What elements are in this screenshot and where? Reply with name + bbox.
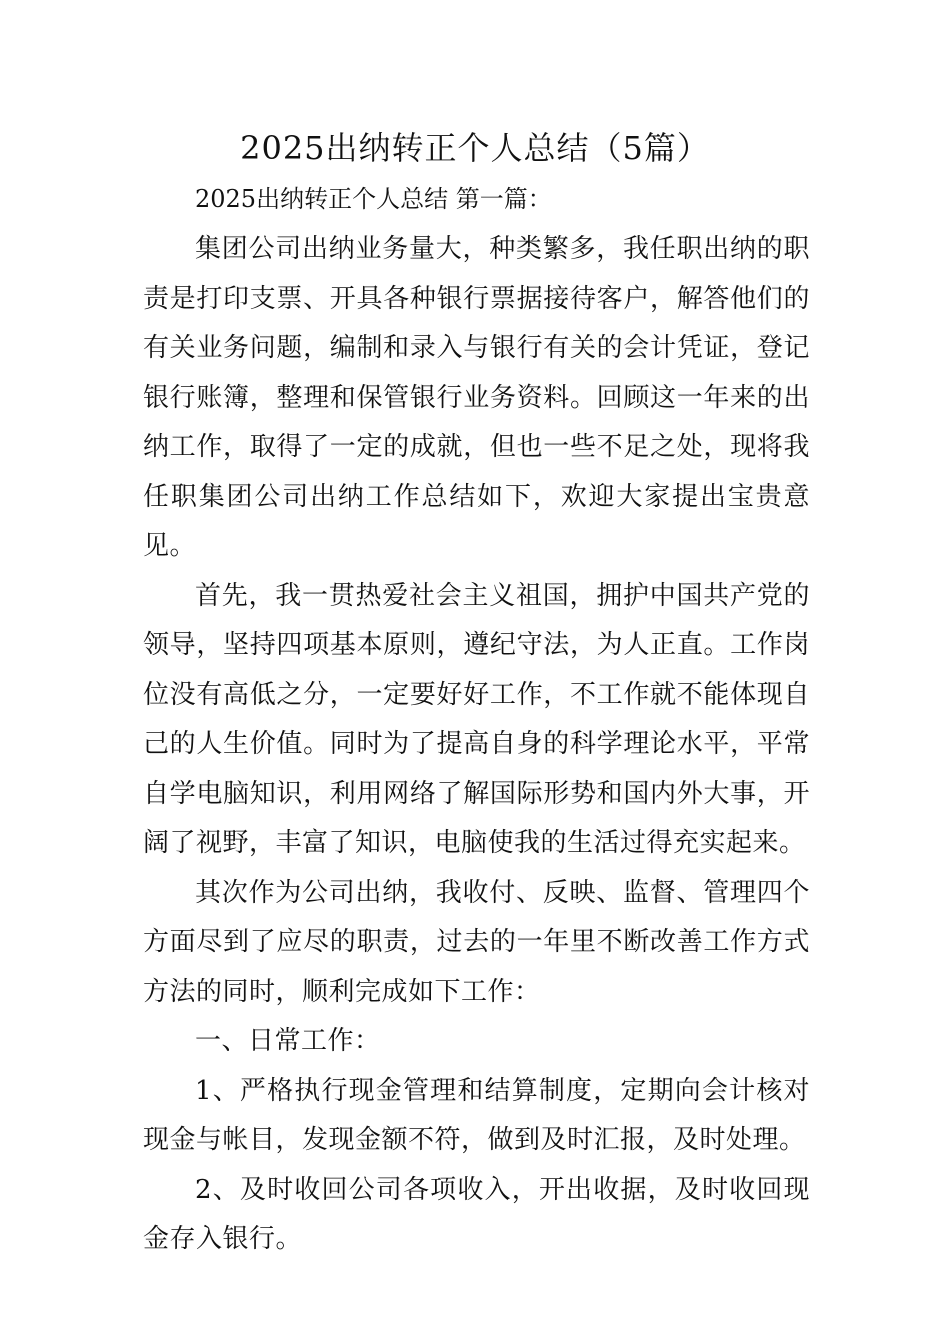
document-body xyxy=(143,225,810,1265)
list-item: 2、及时收回公司各项收入，开出收据，及时收回现金存入银行。 xyxy=(143,1174,810,1254)
section-heading: 一、日常工作： xyxy=(195,1026,381,1056)
document-subtitle: 2025出纳转正个人总结 第一篇： xyxy=(195,185,552,213)
document-title: 2025出纳转正个人总结（5篇） xyxy=(240,129,710,167)
paragraph-second: 其次作为公司出纳，我收付、反映、监督、管理四个方面尽到了应尽的职责，过去的一年里不断改善工作方式方法的同时，顺利完成如下工作： xyxy=(143,877,810,1007)
paragraph-first: 首先，我一贯热爱社会主义祖国，拥护中国共产党的领导，坚持四项基本原则，遵纪守法，为人正直。工作岗位没有高低之分，一定要好好工作，不工作就不能体现自己的人生价值。同时为了提高自身的科学理论水平，平常自学电脑知识，利用网络了解国际形势和国内外大事，开阔了视野，丰富了知识，电脑使我的生活过得充实起来。 xyxy=(143,580,810,858)
list-item: 1、严格执行现金管理和结算制度，定期向会计核对现金与帐目，发现金额不符，做到及时汇报，及时处理。 xyxy=(143,1075,810,1155)
paragraph-intro: 集团公司出纳业务量大，种类繁多，我任职出纳的职责是打印支票、开具各种银行票据接待客户，解答他们的有关业务问题，编制和录入与银行有关的会计凭证，登记银行账簿，整理和保管银行业务资料。回顾这一年来的出纳工作，取得了一定的成就，但也一些不足之处，现将我任职集团公司出纳工作总结如下，欢迎大家提出宝贵意见。 xyxy=(143,234,810,561)
